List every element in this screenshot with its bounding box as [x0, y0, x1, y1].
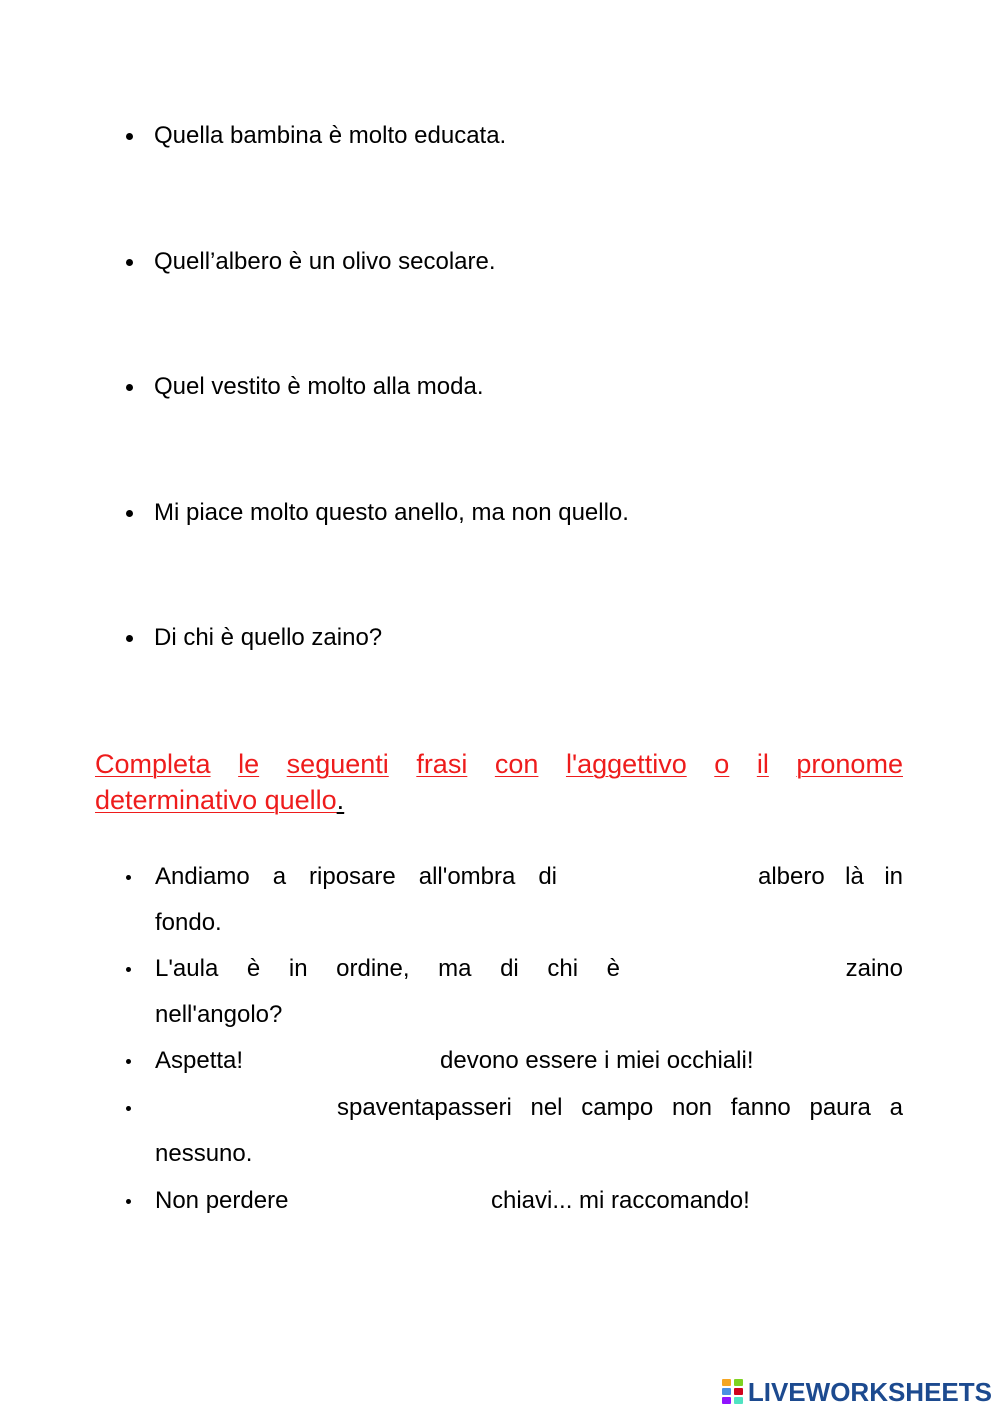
answer-blank[interactable]	[155, 1089, 325, 1125]
word: Andiamo	[155, 863, 250, 890]
sentence-part-after: chiavi... mi raccomando!	[491, 1187, 750, 1214]
exercise-item-4	[126, 1085, 903, 1177]
word: riposare	[309, 863, 396, 890]
exercise-item-3	[126, 1038, 903, 1084]
sentence-part-after: devono essere i miei occhiali!	[440, 1047, 754, 1074]
sentence-part-after	[337, 1085, 903, 1131]
sentence-text: Mi piace molto questo anello, ma non quello.	[154, 499, 629, 526]
word: paura	[809, 1094, 871, 1121]
word: frasi	[416, 749, 468, 779]
sentence-part-after	[758, 854, 903, 900]
word: il	[756, 749, 769, 779]
word: seguenti	[286, 749, 389, 779]
instruction-line-2	[95, 782, 903, 818]
word: con	[494, 749, 539, 779]
bullet-icon	[126, 967, 131, 972]
word: a	[889, 1094, 903, 1121]
sentence-continuation: fondo.	[155, 909, 222, 936]
instruction-period: .	[336, 785, 345, 815]
bullet-icon	[126, 1199, 131, 1204]
word: là	[845, 863, 864, 890]
word: è	[606, 955, 620, 982]
answer-blank[interactable]	[636, 950, 826, 986]
bullet-icon	[126, 635, 133, 642]
word: l'aggettivo	[565, 749, 687, 779]
sentence-text: Quella bambina è molto educata.	[154, 122, 507, 149]
answer-blank[interactable]	[266, 1042, 431, 1078]
sentence-part-before	[155, 946, 620, 992]
word: le	[238, 749, 260, 779]
word: campo	[581, 1094, 654, 1121]
sentence-text: Quel vestito è molto alla moda.	[154, 373, 484, 400]
word: in	[288, 955, 308, 982]
answer-blank[interactable]	[316, 1182, 481, 1218]
word: Completa	[95, 749, 211, 779]
sentence-part-before	[155, 854, 557, 900]
bullet-icon	[126, 510, 133, 517]
liveworksheets-logo	[722, 1377, 992, 1407]
bullet-icon	[126, 384, 133, 391]
word: è	[246, 955, 261, 982]
exercise-item-2	[126, 946, 903, 1038]
exercise-item-1	[126, 854, 903, 946]
instruction-text: determinativo quello	[95, 785, 337, 815]
word: a	[272, 863, 287, 890]
word: L'aula	[155, 955, 219, 982]
sentence-continuation: nessuno.	[155, 1140, 253, 1167]
word: spaventapasseri	[337, 1094, 512, 1121]
word: ordine,	[336, 955, 410, 982]
word: fanno	[730, 1094, 791, 1121]
word: nel	[530, 1094, 563, 1121]
word: di	[538, 863, 557, 890]
word: all'ombra	[418, 863, 516, 890]
logo-text: LIVEWORKSHEETS	[747, 1377, 992, 1407]
sentence-part-before: Non perdere	[155, 1187, 289, 1214]
word: zaino	[845, 955, 903, 982]
exercise-item-5	[126, 1178, 903, 1224]
word: non	[671, 1094, 713, 1121]
answer-blank[interactable]	[566, 858, 746, 894]
sentence-text: Di chi è quello zaino?	[154, 624, 383, 651]
sentence-part-before: Aspetta!	[155, 1047, 244, 1074]
sentence-continuation: nell'angolo?	[155, 1001, 283, 1028]
bullet-icon	[126, 259, 133, 266]
exercise-instruction	[95, 746, 903, 818]
word: ma	[438, 955, 472, 982]
bullet-icon	[126, 1106, 131, 1111]
bullet-icon	[126, 133, 133, 140]
instruction-line-1	[95, 746, 903, 782]
bullet-icon	[126, 1059, 131, 1064]
word: di	[500, 955, 519, 982]
word: o	[714, 749, 730, 779]
sentence-text: Quell’albero è un olivo secolare.	[154, 248, 496, 275]
word: pronome	[796, 749, 903, 779]
word: chi	[547, 955, 579, 982]
word: albero	[758, 863, 825, 890]
logo-icon	[722, 1379, 744, 1405]
bullet-icon	[126, 875, 131, 880]
word: in	[884, 863, 903, 890]
